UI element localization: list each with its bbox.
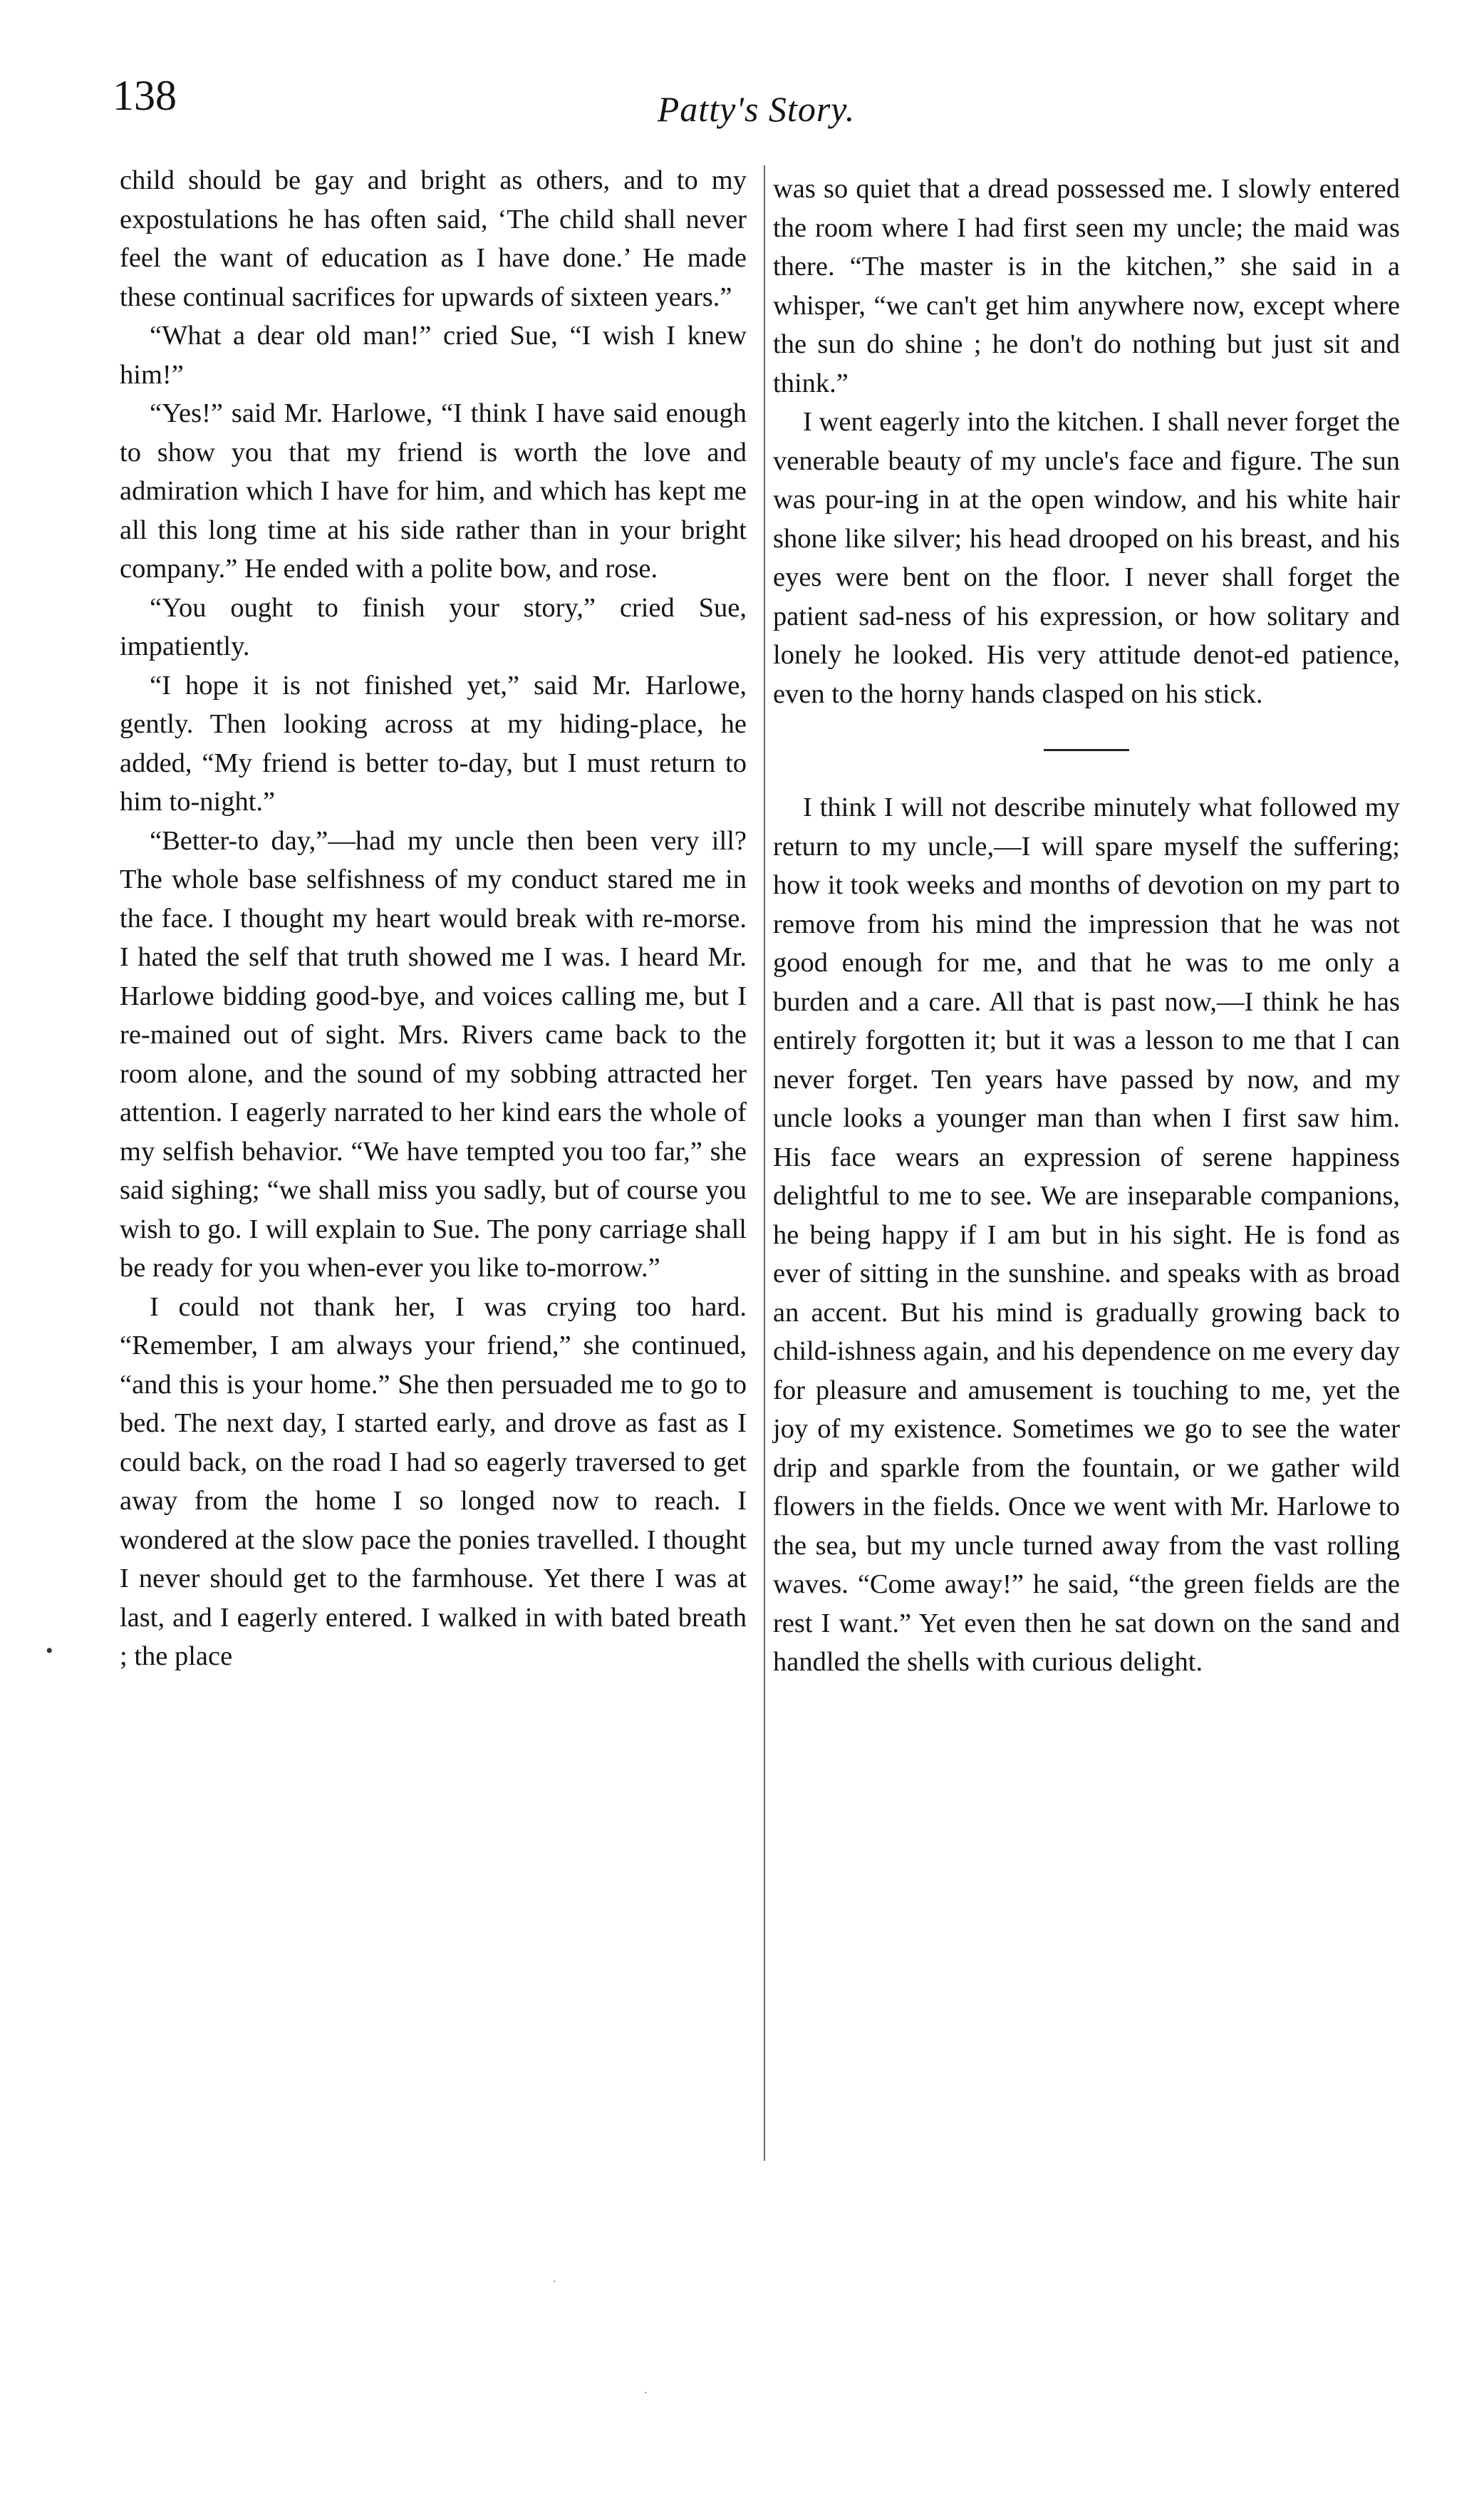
paragraph: I think I will not describe minutely what followed my return to my uncle,—I will spare myself the suffering; how it took weeks and months of devotion on my part to remove from his mind the impression that he was not good enough for me, and that he was to me only a burden and a care. All that is past now,—I think he has entirely forgotten it; but it was a lesson to me that I can never forget. Ten years have passed by now, and my uncle looks a younger man than when I first saw him. His face wears an expression of serene happiness delightful to me to see. We are inseparable companions, he being happy if I am but in his sight. He is fond as ever of sitting in the sunshine. and speaks with as broad an accent. But his mind is gradually growing back to child-ishness again, and his dependence on me every day for pleasure and amusement is touching to me, yet the joy of my existence. Sometimes we go to see the water drip and sparkle from the fountain, or we gather wild flowers in the fields. Once we went with Mr. Harlowe to the sea, but my uncle turned away from the vast rolling waves. “Come away!” he said, “the green fields are the rest I want.” Yet even then he sat down on the sand and handled the shells with curious delight. <box>773 792 1400 1677</box>
paragraph: “Yes!” said Mr. Harlowe, “I think I have said enough to show you that my friend is worth the love and admiration which I have for him, and which has kept me all this long time at his side rather than in your bright company.” He ended with a polite bow, and rose. <box>120 398 747 584</box>
right-column <box>773 170 1400 1682</box>
paragraph: was so quiet that a dread possessed me. I slowly entered the room where I had first seen my uncle; the maid was there. “The master is in the kitchen,” she said in a whisper, “we can't get him anywhere now, except where the sun do shine ; he don't do nothing but just sit and think.” <box>773 174 1400 398</box>
ink-speck: · <box>644 2388 648 2399</box>
running-head: Patty's Story. <box>657 89 856 129</box>
paragraph: “You ought to finish your story,” cried Sue, impatiently. <box>120 592 747 661</box>
column-rule <box>764 165 765 2161</box>
page-number: 138 <box>113 72 177 119</box>
ink-speck: • <box>46 1639 53 1663</box>
ink-speck: · <box>553 2277 556 2288</box>
paragraph: I went eagerly into the kitchen. I shall never forget the venerable beauty of my uncle's face and figure. The sun was pour-ing in at the open window, and his white hair shone like silver; his head drooped on his breast, and his eyes were bent on the floor. I never shall forget the patient sad-ness of his expression, or how solitary and lonely he looked. His very attitude denot-ed patience, even to the horny hands clasped on his stick. <box>773 407 1400 709</box>
paragraph: “What a dear old man!” cried Sue, “I wish I knew him!” <box>120 321 747 390</box>
paragraph: “Better-to day,”—had my uncle then been very ill? The whole base selfishness of my conduct stared me in the face. I thought my heart would break with re-morse. I hated the self that truth showed me I was. I heard Mr. Harlowe bidding good-bye, and voices calling me, but I re-mained out of sight. Mrs. Rivers came back to the room alone, and the sound of my sobbing attracted her attention. I eagerly narrated to her kind ears the whole of my selfish behavior. “We have tempted you too far,” she said sighing; “we shall miss you sadly, but of course you wish to go. I will explain to Sue. The pony carriage shall be ready for you when-ever you like to-morrow.” <box>120 825 747 1283</box>
paragraph: “I hope it is not finished yet,” said Mr. Harlowe, gently. Then looking across at my hiding-place, he added, “My friend is better to-day, but I must return to him to-night.” <box>120 670 747 817</box>
paragraph: I could not thank her, I was crying too hard. “Remember, I am always your friend,” she continued, “and this is your home.” She then persuaded me to go to bed. The next day, I started early, and drove as fast as I could back, on the road I had so eagerly traversed to get away from the home I so longed now to reach. I wondered at the slow pace the ponies travelled. I thought I never should get to the farmhouse. Yet there I was at last, and I eagerly entered. I walked in with bated breath ; the place <box>120 1291 747 1671</box>
section-break <box>1044 749 1129 751</box>
left-column <box>120 161 747 1676</box>
paragraph: child should be gay and bright as others, and to my expostulations he has often said, ‘The child shall never feel the want of education as I have done.’ He made these continual sacrifices for upwards of sixteen years.” <box>120 165 747 312</box>
